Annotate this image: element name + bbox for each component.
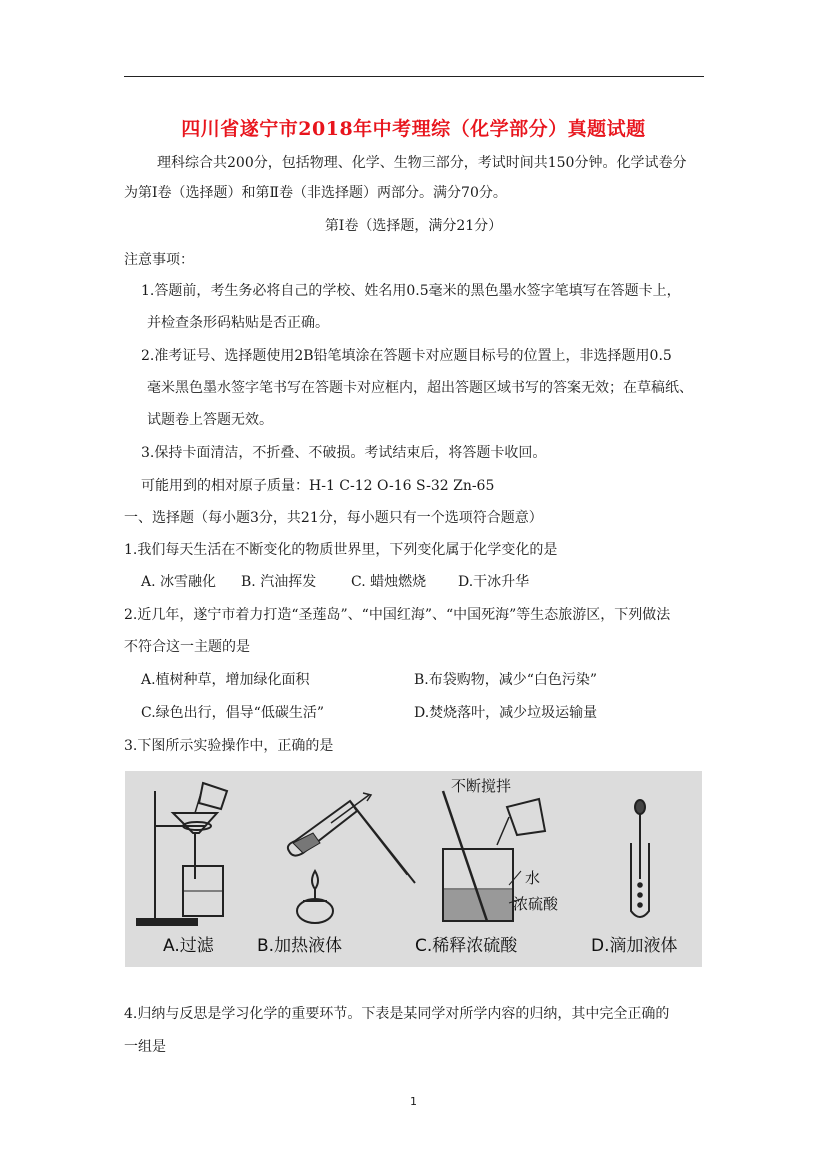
q1-option-d: D.干冰升华 (458, 574, 530, 590)
lab-operations-figure (125, 771, 702, 967)
q4-stem-line-2: 一组是 (124, 1039, 166, 1055)
intro-line-1: 理科综合共200分，包括物理、化学、生物三部分，考试时间共150分钟。化学试卷分 (157, 155, 687, 171)
notes-heading: 注意事项： (124, 252, 194, 268)
intro-line-2: 为第Ⅰ卷（选择题）和第Ⅱ卷（非选择题）两部分。满分70分。 (124, 185, 507, 201)
q1-stem: 1.我们每天生活在不断变化的物质世界里，下列变化属于化学变化的是 (124, 542, 558, 558)
q2-option-a: A.植树种草，增加绿化面积 (141, 672, 310, 688)
atomic-mass-line: 可能用到的相对原子质量：H-1 C-12 O-16 S-32 Zn-65 (141, 478, 495, 494)
caption-c: C.稀释浓硫酸 (415, 936, 518, 956)
page-title: 四川省遂宁市2018年中考理综（化学部分）真题试题 (181, 118, 646, 140)
note-3: 3.保持卡面清洁，不折叠、不破损。考试结束后，将答题卡收回。 (141, 445, 547, 461)
q2-stem-line-2: 不符合这一主题的是 (124, 639, 250, 655)
note-2-line-1: 2.准考证号、选择题使用2B铅笔填涂在答题卡对应题目标号的位置上，非选择题用0.5 (141, 348, 672, 364)
section-heading: 第Ⅰ卷（选择题，满分21分） (324, 218, 503, 234)
label-water: 水 (525, 869, 541, 887)
label-acid: 浓硫酸 (513, 895, 559, 913)
header-rule (124, 76, 704, 77)
caption-d: D.滴加液体 (591, 936, 678, 956)
q1-option-a: A. 冰雪融化 (141, 574, 217, 590)
filtration-illustration (137, 783, 227, 925)
q1-option-c: C. 蜡烛燃烧 (351, 574, 427, 590)
q3-stem: 3.下图所示实验操作中，正确的是 (124, 738, 334, 754)
page-number: 1 (410, 1095, 417, 1108)
part1-heading: 一、选择题（每小题3分，共21分，每小题只有一个选项符合题意） (124, 510, 543, 526)
q2-option-b: B.布袋购物，减少“白色污染” (414, 672, 598, 688)
note-1-line-1: 1.答题前，考生务必将自己的学校、姓名用0.5毫米的黑色墨水签字笔填写在答题卡上， (141, 283, 681, 299)
caption-a: A.过滤 (163, 936, 214, 956)
dropping-illustration (631, 800, 649, 917)
note-2-line-3: 试题卷上答题无效。 (147, 412, 273, 428)
note-2-line-2: 毫米黑色墨水签字笔书写在答题卡对应框内，超出答题区域书写的答案无效；在草稿纸、 (147, 380, 693, 396)
note-1-line-2: 并检查条形码粘贴是否正确。 (147, 315, 329, 331)
q1-option-b: B. 汽油挥发 (241, 574, 317, 590)
q2-option-c: C.绿色出行，倡导“低碳生活” (141, 705, 324, 721)
q2-stem-line-1: 2.近几年，遂宁市着力打造“圣莲岛”、“中国红海”、“中国死海”等生态旅游区，下列做法 (124, 607, 671, 623)
caption-b: B.加热液体 (257, 936, 343, 956)
q2-option-d: D.焚烧落叶，减少垃圾运输量 (414, 705, 598, 721)
label-stir: 不断搅拌 (451, 777, 512, 795)
heating-liquid-illustration (288, 793, 415, 923)
q4-stem-line-1: 4.归纳与反思是学习化学的重要环节。下表是某同学对所学内容的归纳，其中完全正确的 (124, 1006, 670, 1022)
